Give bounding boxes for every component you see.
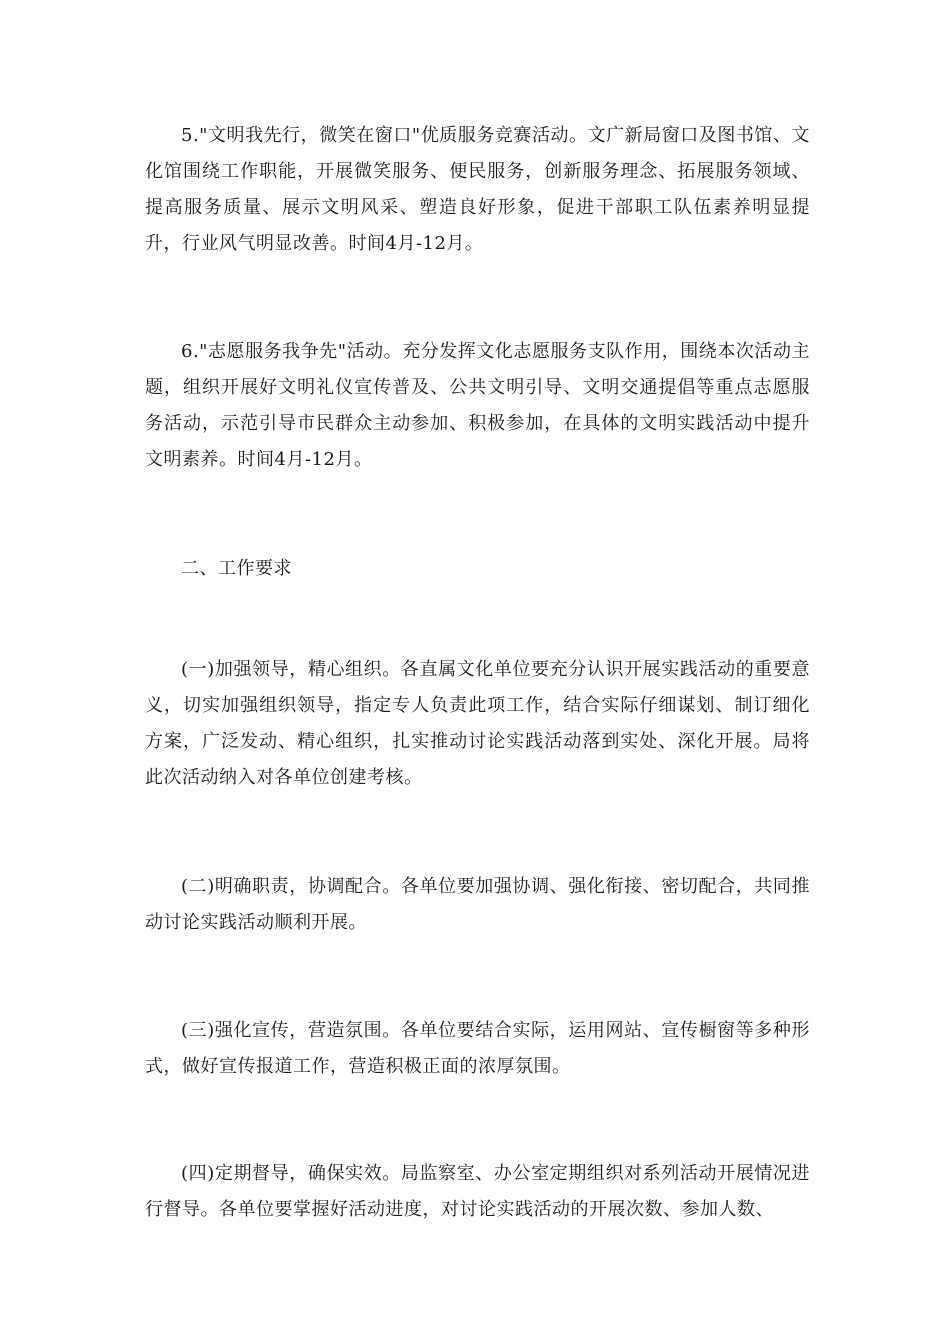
- paragraph-item-6: 6."志愿服务我争先"活动。充分发挥文化志愿服务支队作用，围绕本次活动主题，组织开展好文明礼仪宣传普及、公共文明引导、文明交通提倡等重点志愿服务活动，示范引导市民群众主动参加、积极参加，在具体的文明实践活动中提升文明素养。时间4月-12月。: [145, 341, 810, 470]
- paragraph-requirement-4: (四)定期督导，确保实效。局监察室、办公室定期组织对系列活动开展情况进行督导。各单位要掌握好活动进度，对讨论实践活动的开展次数、参加人数、: [145, 1163, 810, 1220]
- section-heading-work-requirements: 二、工作要求: [181, 558, 292, 579]
- paragraph-requirement-3: (三)强化宣传，营造氛围。各单位要结合实际，运用网站、宣传橱窗等多种形式，做好宣传报道工作，营造积极正面的浓厚氛围。: [145, 1020, 810, 1077]
- paragraph-requirement-2: (二)明确职责，协调配合。各单位要加强协调、强化衔接、密切配合，共同推动讨论实践活动顺利开展。: [145, 876, 810, 933]
- paragraph-item-5: 5."文明我先行，微笑在窗口"优质服务竞赛活动。文广新局窗口及图书馆、文化馆围绕工作职能，开展微笑服务、便民服务，创新服务理念、拓展服务领域、提高服务质量、展示文明风采、塑造良好形象，促进干部职工队伍素养明显提升，行业风气明显改善。时间4月-12月。: [145, 125, 810, 254]
- paragraph-requirement-1: (一)加强领导，精心组织。各直属文化单位要充分认识开展实践活动的重要意义，切实加强组织领导，指定专人负责此项工作，结合实际仔细谋划、制订细化方案，广泛发动、精心组织，扎实推动讨论实践活动落到实处、深化开展。局将此次活动纳入对各单位创建考核。: [145, 659, 810, 788]
